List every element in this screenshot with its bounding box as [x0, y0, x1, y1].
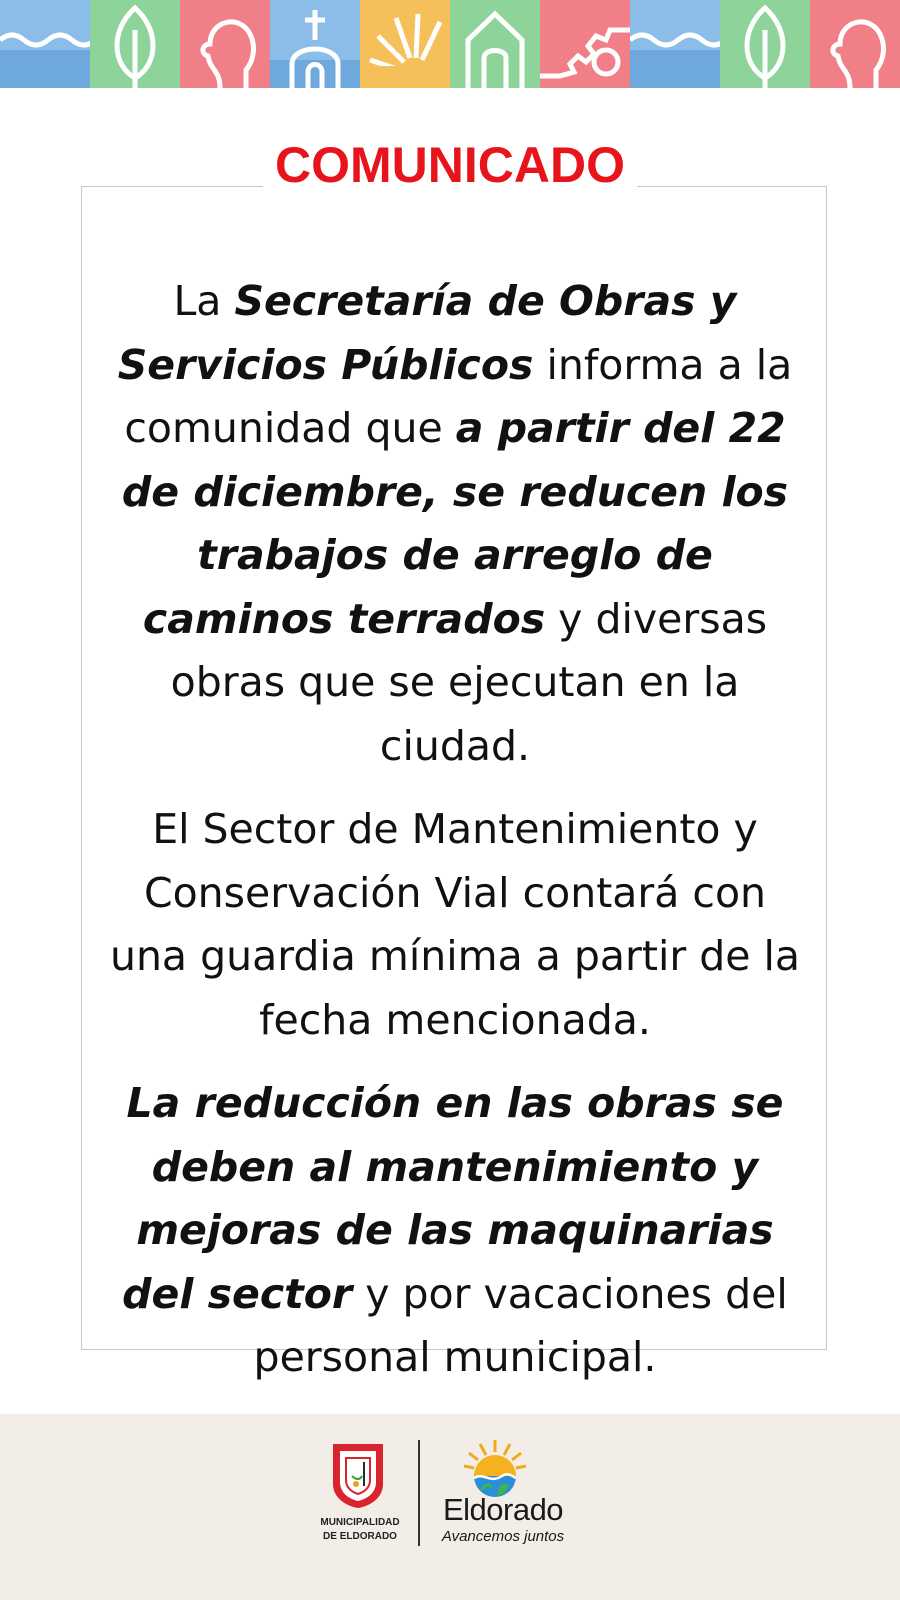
muni-line-2: DE ELDORADO [323, 1531, 397, 1542]
municipality-name [310, 1516, 410, 1544]
waves-icon [630, 0, 720, 88]
person-icon [180, 0, 270, 88]
footer-divider [418, 1440, 420, 1546]
sun-icon [360, 0, 450, 88]
leaf-icon [720, 0, 810, 88]
waves-icon [0, 0, 90, 88]
p3-text-1: y por vacaciones del personal municipal. [253, 1269, 788, 1381]
paragraph-1 [100, 270, 810, 778]
p1-bold-1: Secretaría de Obras y Servicios Públicos [117, 277, 737, 389]
p1-text-2: informa a la comunidad que [124, 340, 793, 452]
top-banner [0, 0, 900, 88]
paragraph-2: El Sector de Mantenimiento y Conservación Vial contará con una guardia mínima a partir de la fecha mencionada. [109, 805, 801, 1044]
brand-name: Eldorado [442, 1492, 564, 1527]
p1-bold-2: a partir del 22 de diciembre, se reducen los trabajos de arreglo de caminos terrados [121, 404, 789, 643]
announcement-body [100, 270, 810, 1390]
leaf-icon [90, 0, 180, 88]
house-icon [450, 0, 540, 88]
brand-slogan: Avancemos juntos [441, 1528, 565, 1545]
paragraph-3 [100, 1072, 810, 1390]
gear-icon [540, 0, 630, 88]
title-text: COMUNICADO [263, 137, 637, 193]
person-icon [810, 0, 900, 88]
muni-line-1: MUNICIPALIDAD [320, 1517, 400, 1528]
page-title [0, 136, 900, 194]
municipality-shield-icon [330, 1440, 386, 1510]
p3-bold-1: La reducción en las obras se deben al mantenimiento y mejoras de las maquinarias del sector [122, 1079, 784, 1318]
eldorado-sun-logo-icon [462, 1438, 528, 1500]
church-icon [270, 0, 360, 88]
p1-text-1: La [173, 277, 235, 325]
p1-text-3: y diversas obras que se ejecutan en la ciudad. [170, 594, 768, 770]
